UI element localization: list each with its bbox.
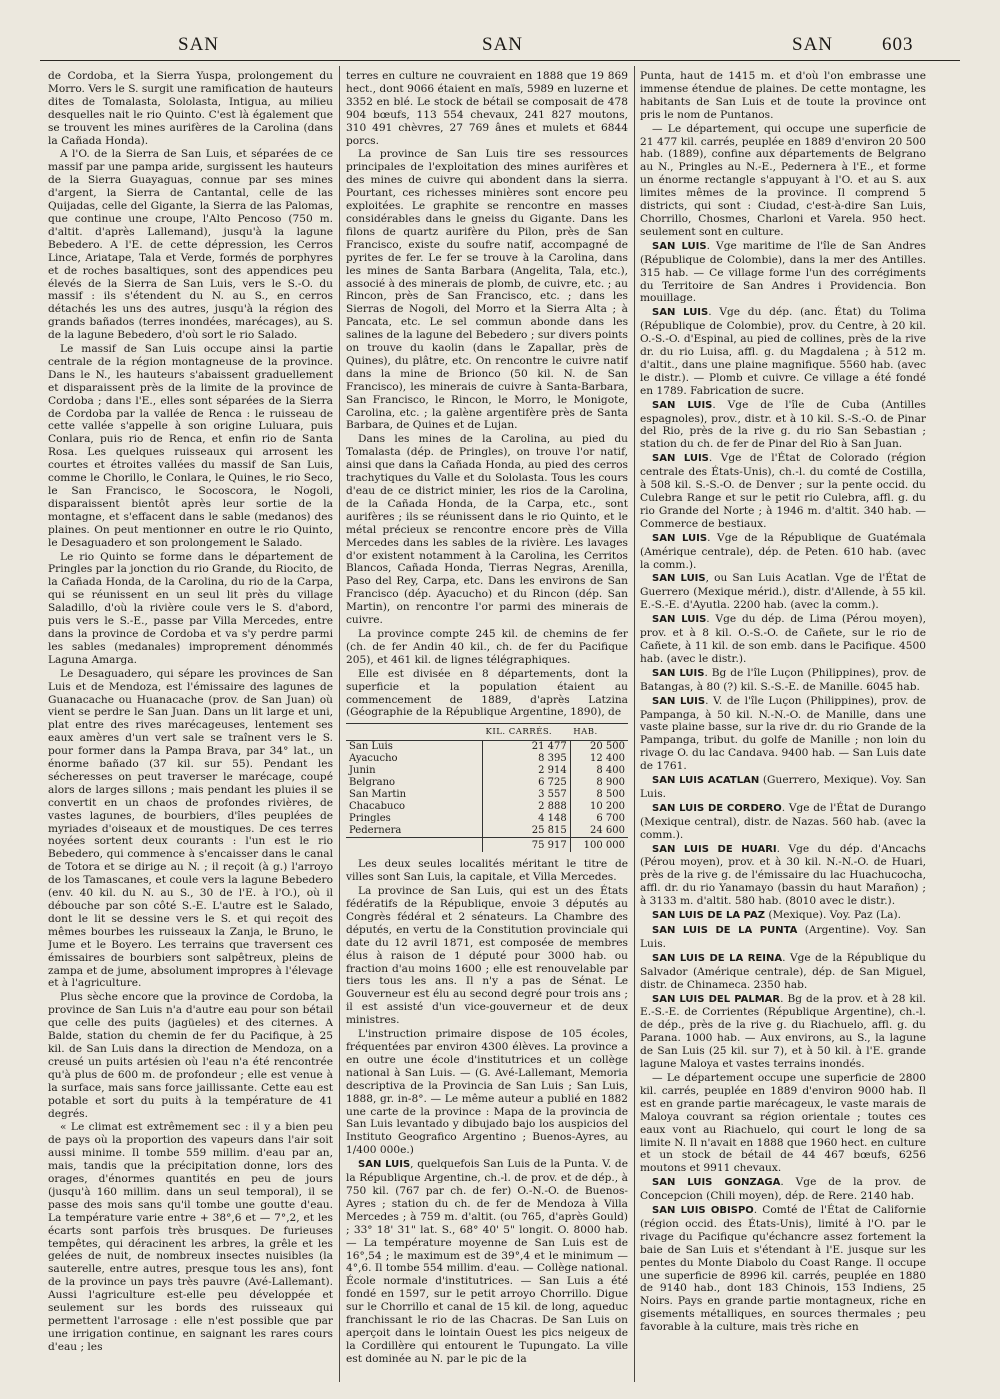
paragraph: La province de San Luis, qui est un des États fédératifs de la République, envoie 3 députés au Congrès fédéral et 2 sénateurs. La Chambre des députés, en vertu de la Constitution provinciale qui date du 12 avril 1871, est composée de membres élus à raison de 1 député pour 3000 hab. ou fraction d'au moins 1600 ; elle est renouvelable par tiers tous les ans. Il n'y a pas de Sénat. Le Gouverneur est élu au second degré pour trois ans ; il est assisté d'un vice-gouverneur et de deux ministres. bbox=[346, 885, 628, 1027]
paragraph: La province compte 245 kil. de chemins de fer (ch. de fer Andin 40 kil., ch. de fer du Pacifique 205), et 461 kil. de lignes télégraphiques. bbox=[346, 627, 628, 666]
paragraph: terres en culture ne couvraient en 1888 que 19 869 hect., dont 9066 étaient en maïs, 5989 en luzerne et 3352 en blé. Le stock de bétail se composait de 478 904 bœufs, 113 554 chevaux, 241 827 moutons, 310 491 chèvres, 27 769 ânes et mulets et 6844 porcs. bbox=[346, 70, 628, 147]
entry-headword: SAN LUIS DE LA PUNTA bbox=[652, 925, 798, 936]
paragraph: Punta, haut de 1415 m. et d'où l'on embrasse une immense étendue de plaines. De cette montagne, les habitants de San Luis et de toute la province ont pris le nom de Puntanos. bbox=[640, 70, 926, 121]
entry-headword: SAN LUIS DE CORDERO bbox=[652, 802, 782, 814]
entry-text: . Vge de la République du Salvador (Amérique centrale), dép. de San Miguel, distr. de Chinameca. 2350 hab. bbox=[640, 951, 926, 991]
entry-headword: SAN LUIS bbox=[652, 240, 707, 252]
dept-name: Chacabuco bbox=[349, 801, 406, 813]
dept-area: 8 395 bbox=[483, 753, 571, 765]
entry-text: . Vge de l'État de Durango (Mexique central), distr. de Nazas. 560 hab. (avec la comm.). bbox=[640, 801, 926, 841]
dept-name: Belgrano bbox=[349, 777, 396, 789]
dept-area: 4 148 bbox=[483, 813, 571, 825]
table-total-row bbox=[346, 838, 628, 853]
table-row bbox=[346, 825, 628, 838]
dictionary-entry bbox=[640, 802, 926, 842]
entry-text: , ou San Luis Acatlan. Vge de l'État de Guerrero (Mexique mérid.), distr. d'Allende, à 55 kil. E.-S.-E. d'Ayutla. 2200 hab. (avec la comm.). bbox=[640, 572, 926, 612]
dictionary-entry bbox=[640, 306, 926, 397]
table-row bbox=[346, 789, 628, 801]
column-2 bbox=[346, 70, 628, 1382]
dept-pop: 8 400 bbox=[570, 765, 628, 777]
column-divider-2 bbox=[634, 66, 635, 1382]
entry-text: (Guerrero, Mexique). Voy. San Luis. bbox=[640, 774, 926, 800]
table-header-name bbox=[346, 724, 483, 741]
paragraph: — Le département occupe une superficie de 2800 kil. carrés, peuplée en 1889 d'environ 9000 hab. Il est en grande partie marécageux, le vaste marais de Maloya couvrant sa région orientale ; toutes ces eaux vont au Riachuelo, qui court le long de sa limite N. Il n'avait en 1888 que 1960 hect. en culture et un stock de bétail de 44 467 bœufs, 6256 moutons et 9911 chevaux. bbox=[640, 1071, 926, 1175]
dictionary-entry bbox=[640, 952, 926, 992]
dept-pop: 8 900 bbox=[570, 777, 628, 789]
column-3 bbox=[640, 70, 926, 1382]
running-head-left: SAN bbox=[178, 34, 220, 55]
table-row bbox=[346, 801, 628, 813]
dept-area: 21 477 bbox=[483, 741, 571, 754]
paragraph: Plus sèche encore que la province de Cordoba, la province de San Luis n'a d'autre eau pour son bétail que celle des puits (jagüeles) et des citernes. A Balde, station du chemin de fer du Pacifique, à 25 kil. de San Luis dans la direction de Mendoza, on a creusé un puits artésien où l'eau n'a été rencontrée qu'à plus de 600 m. de profondeur ; elle est venue à la surface, mais sans force jaillissante. Cette eau est potable et sort du puits à la température de 41 degrés. bbox=[48, 991, 333, 1120]
entry-text: . Vge de la prov. de Concepcion (Chili moyen), dép. de Rere. 2140 hab. bbox=[640, 1176, 926, 1203]
departments-table bbox=[346, 723, 628, 852]
dictionary-entry bbox=[640, 924, 926, 951]
entry-text: , quelquefois San Luis de la Punta. V. de la République Argentine, ch.-l. de prov. et de dép., à 750 kil. (767 par ch. de fer) O.-N.-O. de Buenos-Ayres ; station du ch. de fer de Mendoza à Villa Mercedes ; à 759 m. d'altit. (ou 765, d'après Gould) ; 33° 18' 31" lat. S., 68° 40' 5" longit. O. 8000 hab. — La température moyenne de San Luis est de 16°,54 ; le maximum est de 39°,4 et le minimum — 4°,6. Il tombe 554 millim. d'eau. — Collège national. École normale d'institutrices. — San Luis a été fondé en 1597, sur le petit arroyo Chorrillo. Digue sur le Chorrillo et canal de 15 kil. de long, aqueduc franchissant le rio de las Chacras. De San Luis on aperçoit dans le lointain Ouest les pics neigeux de la Cordillère qui entourent le Tupungato. La ville est dominée au N. par le pic de la bbox=[346, 1158, 628, 1365]
entry-text: (Mexique). Voy. Paz (La). bbox=[764, 909, 901, 922]
dictionary-entry bbox=[346, 1158, 628, 1366]
running-head-center: SAN bbox=[482, 34, 524, 55]
entry-text: . Vge de la République de Guatémala (Amérique centrale), dép. de Peten. 610 hab. (avec la comm.). bbox=[640, 531, 926, 571]
dictionary-entry bbox=[640, 993, 926, 1071]
dept-pop: 20 500 bbox=[570, 741, 628, 754]
dept-area: 6 725 bbox=[483, 777, 571, 789]
entry-text: . Vge de l'État de Colorado (région centrale des États-Unis), ch.-l. du comté de Costilla, à 508 kil. S.-S.-O. de Denver ; sur la pente occid. du Culebra Range et sur le petit rio Culebra, affl. g. du rio Grande del Norte ; à 1946 m. d'altit. 340 hab. — Commerce de bestiaux. bbox=[640, 452, 926, 530]
dept-name: San Luis bbox=[349, 741, 393, 753]
paragraph: de Cordoba, et la Sierra Yuspa, prolongement du Morro. Vers le S. surgit une ramification de hauteurs dites de Tomalasta, Sololasta, Intigua, au milieu desquelles nait le rio Quinto. C'est là également que se trouvent les mines aurifères de la Carolina (dans la Cañada Honda). bbox=[48, 70, 333, 147]
entry-text: . Bg de la prov. et à 28 kil. E.-S.-E. de Corrientes (République Argentine), ch.-l. de dép., près de la rive g. du Riachuelo, affl. g. du Parana. 1000 hab. — Aux environs, au S., la lagune de San Luis (25 kil. sur 7), et à 50 kil. à l'E. grande lagune Maloya et vastes terrains inondés. bbox=[640, 992, 926, 1071]
entry-headword: SAN LUIS bbox=[652, 695, 706, 707]
dept-name: Pedernera bbox=[349, 825, 402, 837]
dept-name: Junin bbox=[349, 765, 376, 777]
entry-headword: SAN LUIS DE LA PAZ bbox=[652, 910, 765, 922]
dept-area: 2 914 bbox=[483, 765, 571, 777]
entry-text: . Bg de l'île Luçon (Philippines), prov. de Batangas, à 80 (?) kil. S.-S.-E. de Manille. 6045 hab. bbox=[640, 666, 926, 693]
dept-name: Ayacucho bbox=[349, 753, 398, 765]
page-header bbox=[40, 28, 960, 64]
dictionary-entry bbox=[640, 909, 926, 923]
dictionary-entry bbox=[640, 667, 926, 694]
table-row bbox=[346, 765, 628, 777]
entry-headword: SAN LUIS bbox=[652, 453, 709, 465]
paragraph: — Le département, qui occupe une superficie de 21 477 kil. carrés, peuplée en 1889 d'environ 20 500 hab. (1889), confine aux départements de Belgrano au N., Pringles au N.-E., Pedernera à l'E., et forme un énorme rectangle s'appuyant à l'O. et au S. aux limites mêmes de la province. Il comprend 5 districts, qui sont : Ciudad, c'est-à-dire San Luis, Chorrillo, Chosmes, Charloni et Varela. 950 hect. seulement sont en culture. bbox=[640, 122, 926, 238]
running-head-right: SAN bbox=[792, 34, 834, 55]
entry-headword: SAN LUIS bbox=[652, 667, 705, 679]
paragraph: A l'O. de la Sierra de San Luis, et séparées de ce massif par une pampa aride, surgissent les hauteurs de la Sierra Guayaguas, connue par ses mines d'argent, la Sierra de Cantantal, celle de las Quijadas, celle del Gigante, la Sierra de las Palomas, que continue une croupe, l'Alto Pencoso (750 m. d'altit. d'après Lallemand), jusqu'à la lagune Bebedero. A l'E. de cette dépression, les Cerros Lince, Ariatape, Tala et Verde, formés de porphyres et de roches basaltiques, sont des appendices peu élevés de la Sierra de San Luis, vers le S.-O. du massif : ils s'étendent du N. au S., en cerros détachés les uns des autres, jusqu'à la région des grands bañados (terres inondées, marécages), au S. de la lagune Bebedero, d'où sort le rio Salado. bbox=[48, 148, 333, 342]
entry-text: . Vge du dép. (anc. État) du Tolima (République de Colombie), prov. du Centre, à 20 kil. O.-S.-O. d'Espinal, au pied de collines, près de la rive dr. du rio Luisa, affl. g. du Magdalena ; à 512 m. d'altit., dans une plaine magnifique. 5560 hab. (avec le distr.). — Plomb et cuivre. Ce village a été fondé en 1789. Fabrication de sucre. bbox=[640, 306, 926, 397]
column-1 bbox=[48, 70, 333, 1382]
dept-area: 2 888 bbox=[483, 801, 571, 813]
entry-headword: SAN LUIS bbox=[652, 399, 713, 411]
column-divider-1 bbox=[339, 66, 340, 1382]
header-rule bbox=[40, 60, 960, 61]
entry-list bbox=[640, 240, 926, 1334]
dept-area: 25 815 bbox=[483, 825, 571, 838]
dictionary-entry bbox=[640, 399, 926, 452]
total-area: 75 917 bbox=[483, 838, 571, 853]
entry-headword: SAN LUIS DE HUARI bbox=[652, 843, 777, 855]
dictionary-entry bbox=[640, 613, 926, 666]
entry-headword: SAN LUIS OBISPO bbox=[652, 1205, 754, 1217]
dictionary-entry bbox=[640, 240, 926, 306]
entry-text: (Argentine). Voy. San Luis. bbox=[640, 924, 926, 950]
table-header-row bbox=[346, 724, 628, 741]
entry-headword: SAN LUIS bbox=[652, 573, 706, 585]
dictionary-entry bbox=[640, 843, 926, 909]
paragraph: Le rio Quinto se forme dans le département de Pringles par la jonction du rio Grande, du Riocito, de la Cañada Honda, de la Carolina, du rio de la Carpa, qui se réunissent en un seul lit près du village Saladillo, d'où la rivière coule vers le S. d'abord, puis vers le S.-E., passe par Villa Mercedes, entre dans la province de Cordoba et va s'y perdre parmi les sables (medanales) improprement dénommés Laguna Amarga. bbox=[48, 550, 333, 666]
dept-pop: 6 700 bbox=[570, 813, 628, 825]
paragraph: L'instruction primaire dispose de 105 écoles, fréquentées par environ 4300 élèves. La province a en outre une école d'institutrices et un collège national à San Luis. — (G. Avé-Lallemant, Memoria descriptiva de la Provincia de San Luis ; San Luis, 1888, gr. in-8°. — Le même auteur a publié en 1882 une carte de la province : Mapa de la provincia de San Luis levantado y dibujado bajo los auspicios del Instituto Geografico Argentino ; Buenos-Ayres, au 1/400 000e.) bbox=[346, 1028, 628, 1157]
entry-text: . Comté de l'État de Californie (région occid. des États-Unis), limité à l'O. par le rivage du Pacifique qu'échancre assez fortement la baie de San Luis et s'étendant à l'E. jusque sur les pentes du Monte Diabolo du Coast Range. Il occupe une superficie de 8996 kil. carrés, peuplée en 1880 de 9140 hab., dont 183 Chinois, 153 Indiens, 25 Noirs. Pays en grande partie montagneux, riche en gisements métalliques, en sources thermales ; peu favorable à la culture, mais très riche en bbox=[640, 1204, 926, 1334]
entry-text: . Vge du dép. de Lima (Pérou moyen), prov. et à 8 kil. O.-S.-O. de Cañete, sur le rio de Cañete, à 11 kil. de son emb. dans le Pacifique. 4500 hab. (avec le distr.). bbox=[640, 613, 926, 665]
dept-pop: 24 600 bbox=[570, 825, 628, 838]
entry-headword: SAN LUIS bbox=[358, 1159, 411, 1171]
dictionary-entry bbox=[640, 532, 926, 572]
dictionary-entry bbox=[640, 572, 926, 612]
paragraph: Le Desaguadero, qui sépare les provinces de San Luis et de Mendoza, est l'émissaire des lagunes de Guanacache ou Huanacache (prov. de San Juan) où vient se perdre le San Juan. Dans un lit large et uni, plat entre des rives marécageuses, lentement ses eaux amères d'un vert sale se traînent vers le S. pour former dans la Pampa Brava, par 34° lat., un énorme bañado (37 kil. sur 55). Pendant les sécheresses on peut traverser le marécage, coupé alors de larges sillons ; mais pendant les pluies il se convertit en un chaos de profondes rivières, de vastes lagunes, de bourbiers, d'îles peuplées de myriades d'oiseaux et de moustiques. De ces terres noyées sortent deux courants : l'un est le rio Bebedero, qui commence à s'encaisser dans le canal de Totora et se dirige au N. ; il reçoit (à g.) l'arroyo de los Tamascanes, et coule vers la lagune Bebedero (env. 40 kil. du N. au S., 30 de l'E. à l'O.), où il débouche par son côté S.-E. L'autre est le Salado, dont le lit se dessine vers le S. et qui reçoit des mêmes bourbes les ruisseaux la Zanja, le Bruno, le Jume et le Boyero. Les terrains que traversent ces émissaires de bourbiers sont salpêtreux, pleins de zampa et de jume, absolument impropres à l'élevage et à l'agriculture. bbox=[48, 667, 333, 990]
paragraph: Les deux seules localités méritant le titre de villes sont San Luis, la capitale, et Villa Mercedes. bbox=[346, 858, 628, 884]
dictionary-entry bbox=[640, 695, 926, 773]
table-row bbox=[346, 753, 628, 765]
entry-text: . V. de l'île Luçon (Philippines), prov. de Pampanga, à 50 kil. N.-N.-O. de Manille, dans une vaste plaine basse, sur la rive dr. du rio Grande de la Pampanga, tribut. du golfe de Manille ; non loin du rivage O. du lac Candava. 9400 hab. — San Luis date de 1761. bbox=[640, 694, 926, 773]
table-row bbox=[346, 741, 628, 754]
dept-name: Pringles bbox=[349, 813, 391, 825]
page-number: 603 bbox=[882, 34, 914, 55]
entry-headword: SAN LUIS bbox=[652, 532, 708, 544]
dept-pop: 10 200 bbox=[570, 801, 628, 813]
paragraph: Elle est divisée en 8 départements, dont la superficie et la population étaient au commencement de 1889, d'après Latzina (Géographie de la République Argentine, 1890), de bbox=[346, 667, 628, 719]
paragraph: Dans les mines de la Carolina, au pied du Tomalasta (dép. de Pringles), on trouve l'or natif, ainsi que dans la Cañada Honda, au pied des cerros trachytiques du Valle et du Sololasta. Tous les cours d'eau de ce district minier, les rios de la Carolina, de la Cañada Honda, de la Carpa, etc., sont aurifères ; ils se réunissent dans le rio Quinto, et le métal précieux se rencontre encore près de Villa Mercedes dans les sables de la rivière. Les lavages d'or existent notamment à la Carolina, les Cerritos Blancos, Cañada Honda, Tierras Negras, Arenilla, Paso del Rey, Carpa, etc. Dans les environs de San Francisco (dép. Ayacucho) et du Rincon (dép. San Martin), on rencontre l'or parmi des minerais de cuivre. bbox=[346, 433, 628, 627]
entry-text: . Vge du dép. d'Ancachs (Pérou moyen), prov. et à 30 kil. N.-N.-O. de Huari, près de la rive g. de l'émissaire du lac Huachucocha, affl. dr. du rio Yanamayo (bassin du haut Marañon) ; à 3133 m. d'altit. 580 hab. (8010 avec le distr.). bbox=[640, 842, 926, 908]
entry-headword: SAN LUIS DEL PALMAR bbox=[652, 993, 781, 1005]
paragraph: La province de San Luis tire ses ressources principales de l'exploitation des mines aurifères et des mines de cuivre qui abondent dans la sierra. Pourtant, ces richesses minières sont encore peu exploitées. Le graphite se rencontre en masses considérables dans le gneiss du Gigante. Dans les filons de quartz aurifère du Pilon, près de San Francisco, existe du soufre natif, accompagné de pyrites de fer. Le fer se trouve à la Carolina, dans les mines de Santa Barbara (Angelita, Tala, etc.), associé à des minerais de plomb, de cuivre, etc. ; au Rincon, près de San Francisco, etc. ; dans les Sierras de Nogoli, del Morro et la Sierra Alta ; à Pancata, etc. Le sel commun abonde dans les salines de la lagune del Bebedero ; sur divers points on trouve du kaolin (dans le Zapallar, près de Quines), du plâtre, etc. On rencontre le cuivre natif dans la mine de Brionco (50 kil. N. de San Francisco), les minerais de cuivre à Santa-Barbara, San Francisco, le Rincon, le Morro, le Monigote, Carolina, etc. ; la galène argentifère près de Santa Barbara, de Quines et de Lujan. bbox=[346, 148, 628, 432]
dictionary-entry bbox=[640, 1204, 926, 1334]
entry-headword: SAN LUIS bbox=[652, 307, 709, 319]
dept-name: San Martin bbox=[349, 789, 407, 801]
total-pop: 100 000 bbox=[570, 838, 628, 853]
dictionary-entry bbox=[640, 774, 926, 801]
dictionary-entry bbox=[640, 1176, 926, 1203]
entry-text: . Vge maritime de l'île de San Andres (République de Colombie), dans la mer des Antilles. 315 hab. — Ce village forme l'un des corrégiments du Territoire de San Andres i Providencia. Bon mouillage. bbox=[640, 239, 926, 305]
dictionary-entry bbox=[640, 452, 926, 530]
entry-text: . Vge de l'île de Cuba (Antilles espagnoles), prov., distr. et à 10 kil. S.-S.-O. de Pinar del Rio, près de la rive g. du rio San Sebastian ; station du ch. de fer de Pinar del Rio à San Juan. bbox=[640, 398, 926, 451]
entry-headword: SAN LUIS GONZAGA bbox=[652, 1177, 781, 1189]
dept-pop: 12 400 bbox=[570, 753, 628, 765]
entry-headword: SAN LUIS ACATLAN bbox=[652, 775, 760, 787]
table-header-population: HAB. bbox=[570, 724, 628, 741]
table-row bbox=[346, 777, 628, 789]
paragraph: Le massif de San Luis occupe ainsi la partie centrale de la région montagneuse de la province. Dans le N., les hauteurs s'abaissent graduellement et disparaissent près de la limite de la province de Cordoba ; dans l'E., elles sont séparées de la Sierra de Cordoba par la vallée de Renca : le ruisseau de cette vallée s'appelle à son origine Luluara, puis Conlara, puis rio de Renca, et enfin rio de Santa Rosa. Les quelques ruisseaux qui arrosent les courtes et étroites vallées du massif de San Luis, comme le Chorillo, le Conlara, le Quines, le rio Seco, le San Francisco, le Socoscora, le Nogoli, disparaissent bientôt après leur sortie de la montagne, et s'effacent dans le sable (medanos) des plaines. On peut mentionner en outre le rio Quinto, le Desaguadero et son prolongement le Salado. bbox=[48, 343, 333, 549]
dept-area: 3 557 bbox=[483, 789, 571, 801]
entry-headword: SAN LUIS DE LA REINA bbox=[652, 952, 783, 964]
paragraph: « Le climat est extrêmement sec : il y a bien peu de pays où la proportion des vapeurs dans l'air soit aussi minime. Il tombe 559 millim. d'eau par an, mais, tandis que la précipitation donne, lors des orages, d'énormes quantités en peu de jours (jusqu'à 160 millim. dans un seul temporal), il se passe des mois sans qu'il tombe une goutte d'eau. La température varie entre + 38°,6 et — 7°,2, et les écarts sont parfois très brusques. De furieuses tempêtes, qui déracinent les arbres, la grêle et les gelées de nuit, de nombreux insectes nuisibles (la sauterelle, entre autres, presque tous les ans), font de la province un pays très pauvre (Avé-Lallemant). Aussi l'agriculture est-elle peu développée et seulement sur les bords des ruisseaux qui permettent l'arrosage : elle n'est possible que par une irrigation continue, en saignant les rares cours d'eau ; les bbox=[48, 1121, 333, 1353]
dept-pop: 8 500 bbox=[570, 789, 628, 801]
entry-headword: SAN LUIS bbox=[652, 614, 707, 626]
table-row bbox=[346, 813, 628, 825]
table-header-area: KIL. CARRÉS. bbox=[483, 724, 571, 741]
